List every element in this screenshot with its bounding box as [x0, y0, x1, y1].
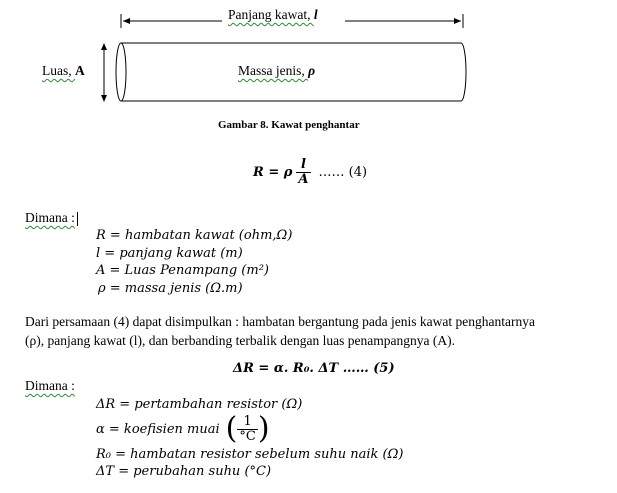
where-2-line-alpha: α = koefisien muai ( $\frac{1}{^\circ C}$ )	[96, 411, 270, 446]
where-list-1	[96, 227, 292, 297]
where-2-line-deltaT: ΔT = perubahan suhu (°C)	[96, 464, 272, 479]
where-heading-1: Dimana :	[25, 210, 78, 226]
length-label: Panjang kawat, l	[228, 7, 318, 22]
where-1-line-R: R = hambatan kawat (ohm,Ω)	[96, 228, 293, 243]
equation-4	[253, 158, 367, 187]
where-1-line-rho: ρ = massa jenis (Ω.m)	[98, 280, 243, 296]
where-2-line-R0: R₀ = hambatan resistor sebelum suhu naik (Ω)	[96, 447, 404, 462]
where-1-line-A: A = Luas Penampang (m²)	[96, 263, 269, 278]
equation-4-tag: …… (4)	[318, 165, 368, 180]
equation-5: ΔR = α. R₀. ΔT …… (5)	[233, 361, 395, 376]
where-heading-2: Dimana :	[25, 378, 75, 393]
equation-4-fraction: $\frac{l}{A}$	[298, 157, 309, 187]
paragraph-line-2: (ρ), panjang kawat (l), dan berbanding terbalik dengan luas penampangnya (A).	[25, 333, 455, 348]
paragraph-line-1: Dari persamaan (4) dapat disimpulkan : hambatan bergantung pada jenis kawat penghantarnya	[25, 314, 535, 329]
conclusion-paragraph	[25, 312, 535, 350]
equation-4-lhs: R = ρ	[253, 165, 293, 180]
density-label: Massa jenis, ρ	[238, 63, 316, 78]
where-1-line-l: l = panjang kawat (m)	[96, 245, 243, 261]
area-label: Luas, A	[42, 63, 85, 78]
text-cursor	[77, 212, 78, 226]
where-2-line-deltaR: ΔR = pertambahan resistor (Ω)	[96, 397, 303, 412]
figure-caption: Gambar 8. Kawat penghantar	[218, 119, 360, 131]
